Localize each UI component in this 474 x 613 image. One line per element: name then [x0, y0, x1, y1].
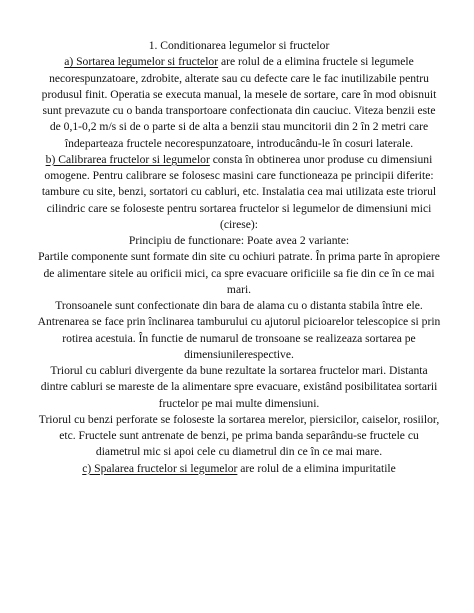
- section-a-heading: a) Sortarea legumelor si fructelor: [64, 55, 219, 69]
- section-b-paragraph: [36, 152, 442, 233]
- section-c-text: are rolul de a elimina impuritatile: [237, 461, 396, 475]
- paragraph-tronsoane: Tronsoanele sunt confectionate din bara de alama cu o distanta stabila între ele. Antrenarea se face prin înclinarea tamburului cu ajutorul picioarelor telescopice si prin rotirea acestuia. În functie de numarul de tronsoane se realizeaza sortarea pe dimensiunilerespective.: [37, 299, 441, 361]
- section-c-paragraph: [36, 461, 442, 477]
- paragraph-cabluri: Triorul cu cabluri divergente da bune rezultate la sortarea fructelor mari. Distanta dintre cabluri se mareste de la alimentare spre evacuare, existând posibilitatea sortarii fructelor pe mai multe dimensiuni.: [40, 364, 438, 410]
- section-a-paragraph: [36, 54, 442, 152]
- principle-heading: Principiu de functionare: Poate avea 2 variante:: [128, 234, 350, 247]
- section-b-heading: b) Calibrarea fructelor si legumelor: [45, 152, 210, 166]
- section-a-text: are rolul de a elimina fructele si legumele necorespunzatoare, zdrobite, alterate sau cu defecte care le fac inutilizabile pentru produsul finit. Operatia se executa manual, la mesele de sortare, care în mod obisnuit sunt prevazute cu o banda transportoare confectionata din cauciuc. Viteza benzii este de 0,1-0,2 m/s si de o parte si de alta a benzii stau muncitorii din 2 în 2 metri care îndeparteaza fructele necorespunzatoare, introducându-le în cosuri laterale.: [41, 55, 437, 150]
- paragraph-site-patrate: Partile componente sunt formate din site cu ochiuri patrate. În prima parte în apropiere de alimentare sitele au orificii mici, ca spre evacuare orificiile sa fie din ce în ce mai mari.: [38, 250, 440, 296]
- document-page: [36, 38, 442, 477]
- paragraph-benzi: Triorul cu benzi perforate se foloseste la sortarea merelor, piersicilor, caiselor, rosiilor, etc. Fructele sunt antrenate de benzi, pe prima banda separându-se fructele cu diametrul mic si apoi cele cu diametrul din ce în ce mai mare.: [38, 412, 440, 459]
- section-c-heading: c) Spalarea fructelor si legumelor: [82, 461, 238, 475]
- document-title: 1. Conditionarea legumelor si fructelor: [148, 39, 330, 52]
- section-b-text: consta în obtinerea unor produse cu dimensiuni omogene. Pentru calibrare se folosesc masini care functioneaza pe principii diferite: tambure cu site, benzi, sortatori cu cabluri, etc. Instalatia cea mai utilizata este triorul cilindric care se foloseste pentru sortarea fructelor si legumelor de dimensiuni mici (cirese):: [41, 152, 437, 231]
